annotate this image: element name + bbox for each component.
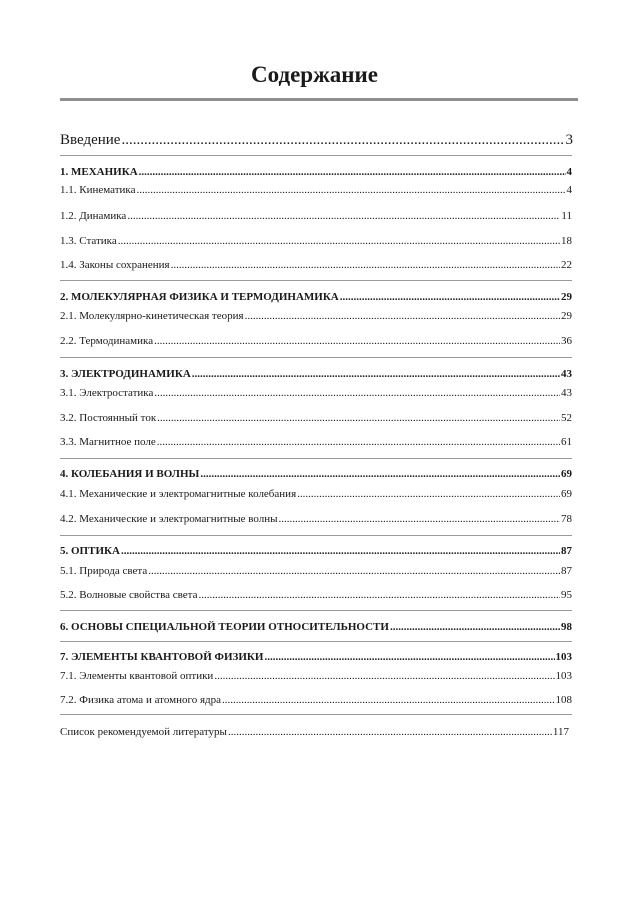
toc-entry-page: 29 — [561, 291, 572, 303]
toc-entry-page: 36 — [561, 335, 572, 347]
toc-section-2-2[interactable] — [60, 334, 572, 348]
leader-dots — [121, 544, 560, 558]
leader-dots — [228, 725, 552, 739]
toc-entry-page: 43 — [561, 387, 572, 399]
leader-dots — [121, 131, 564, 149]
toc-section-4-1[interactable] — [60, 487, 572, 501]
toc-entry-label: 6. ОСНОВЫ СПЕЦИАЛЬНОЙ ТЕОРИИ ОТНОСИТЕЛЬНОСТИ — [60, 621, 389, 633]
leader-dots — [154, 334, 560, 348]
toc-section-3-3[interactable] — [60, 435, 572, 449]
leader-dots — [297, 487, 560, 501]
leader-dots — [192, 367, 560, 381]
section-divider — [60, 610, 572, 611]
leader-dots — [390, 620, 560, 634]
toc-entry-page: 87 — [561, 545, 572, 557]
toc-entry-page: 103 — [555, 651, 572, 663]
toc-entry-page: 61 — [561, 436, 572, 448]
toc-entry-page: 117 — [552, 726, 569, 738]
toc-entry-page: 4 — [566, 166, 572, 178]
toc-section-7-2[interactable] — [60, 693, 572, 707]
toc-entry-page: 87 — [561, 565, 572, 577]
toc-entry-label: 2.2. Термодинамика — [60, 335, 154, 347]
toc-entry-label: 2. МОЛЕКУЛЯРНАЯ ФИЗИКА И ТЕРМОДИНАМИКА — [60, 291, 339, 303]
toc-entry-label: 1.4. Законы сохранения — [60, 259, 170, 271]
toc-section-3-2[interactable] — [60, 411, 572, 425]
section-divider — [60, 714, 572, 715]
toc-chapter-7[interactable] — [60, 650, 572, 664]
toc-entry-page: 43 — [561, 368, 572, 380]
leader-dots — [279, 512, 560, 526]
leader-dots — [136, 183, 565, 197]
toc-entry-label: 3.1. Электростатика — [60, 387, 154, 399]
leader-dots — [154, 386, 560, 400]
leader-dots — [139, 165, 566, 179]
toc-entry-page: 52 — [561, 412, 572, 424]
leader-dots — [157, 435, 560, 449]
toc-entry-page: 78 — [561, 513, 572, 525]
toc-section-1-1[interactable] — [60, 183, 572, 197]
leader-dots — [214, 669, 554, 683]
leader-dots — [245, 309, 560, 323]
toc-section-5-2[interactable] — [60, 588, 572, 602]
section-divider — [60, 535, 572, 536]
toc-chapter-1[interactable] — [60, 165, 572, 179]
toc-entry-label: 7.2. Физика атома и атомного ядра — [60, 694, 221, 706]
toc-entry-intro[interactable] — [60, 131, 573, 149]
toc-chapter-6[interactable] — [60, 620, 572, 634]
toc-section-1-2[interactable] — [60, 209, 572, 223]
toc-entry-label: 5.2. Волновые свойства света — [60, 589, 198, 601]
leader-dots — [148, 564, 560, 578]
toc-chapter-2[interactable] — [60, 290, 572, 304]
toc-entry-label: 7. ЭЛЕМЕНТЫ КВАНТОВОЙ ФИЗИКИ — [60, 651, 264, 663]
toc-entry-label: Список рекомендуемой литературы — [60, 726, 227, 738]
leader-dots — [157, 411, 560, 425]
toc-entry-label: 1. МЕХАНИКА — [60, 166, 138, 178]
toc-entry-page: 103 — [555, 670, 572, 682]
toc-entry-label: 4.1. Механические и электромагнитные колебания — [60, 488, 297, 500]
toc-entry-page: 69 — [561, 468, 572, 480]
toc-entry-page: 69 — [561, 488, 572, 500]
section-divider — [60, 357, 572, 358]
toc-entry-page: 98 — [561, 621, 572, 633]
toc-entry-bibliography[interactable] — [60, 725, 569, 739]
leader-dots — [200, 467, 560, 481]
toc-entry-label: 3. ЭЛЕКТРОДИНАМИКА — [60, 368, 191, 380]
title-rule — [60, 98, 578, 101]
toc-entry-page: 22 — [561, 259, 572, 271]
page-title: Содержание — [251, 62, 378, 87]
toc-section-7-1[interactable] — [60, 669, 572, 683]
toc-entry-label: 3.2. Постоянный ток — [60, 412, 157, 424]
toc-section-4-2[interactable] — [60, 512, 572, 526]
toc-entry-label: 3.3. Магнитное поле — [60, 436, 156, 448]
leader-dots — [264, 650, 554, 664]
toc-entry-page: 29 — [561, 310, 572, 322]
toc-section-1-4[interactable] — [60, 258, 572, 272]
toc-entry-label: 1.1. Кинематика — [60, 184, 136, 196]
toc-entry-page: 3 — [565, 132, 573, 148]
section-divider — [60, 641, 572, 642]
toc-entry-label: 7.1. Элементы квантовой оптики — [60, 670, 214, 682]
toc-chapter-3[interactable] — [60, 367, 572, 381]
toc-entry-label: Введение — [60, 132, 121, 148]
section-divider — [60, 280, 572, 281]
toc-entry-label: 4.2. Механические и электромагнитные волны — [60, 513, 278, 525]
leader-dots — [127, 209, 560, 223]
toc-entry-page: 18 — [561, 235, 572, 247]
toc-entry-page: 108 — [555, 694, 572, 706]
toc-section-2-1[interactable] — [60, 309, 572, 323]
leader-dots — [118, 234, 560, 248]
toc-entry-label: 5. ОПТИКА — [60, 545, 120, 557]
toc-entry-label: 5.1. Природа света — [60, 565, 148, 577]
leader-dots — [199, 588, 560, 602]
toc-entry-label: 1.2. Динамика — [60, 210, 127, 222]
toc-entry-page: 4 — [566, 184, 572, 196]
toc-entry-label: 1.3. Статика — [60, 235, 117, 247]
leader-dots — [222, 693, 555, 707]
toc-chapter-4[interactable] — [60, 467, 572, 481]
toc-entry-page: 95 — [561, 589, 572, 601]
toc-section-5-1[interactable] — [60, 564, 572, 578]
toc-entry-label: 4. КОЛЕБАНИЯ И ВОЛНЫ — [60, 468, 200, 480]
leader-dots — [171, 258, 560, 272]
toc-section-1-3[interactable] — [60, 234, 572, 248]
leader-dots — [340, 290, 560, 304]
toc-section-3-1[interactable] — [60, 386, 572, 400]
section-divider — [60, 458, 572, 459]
toc-chapter-5[interactable] — [60, 544, 572, 558]
toc-entry-page: 11 — [561, 210, 572, 222]
toc-entry-label: 2.1. Молекулярно-кинетическая теория — [60, 310, 244, 322]
section-divider — [60, 155, 572, 156]
